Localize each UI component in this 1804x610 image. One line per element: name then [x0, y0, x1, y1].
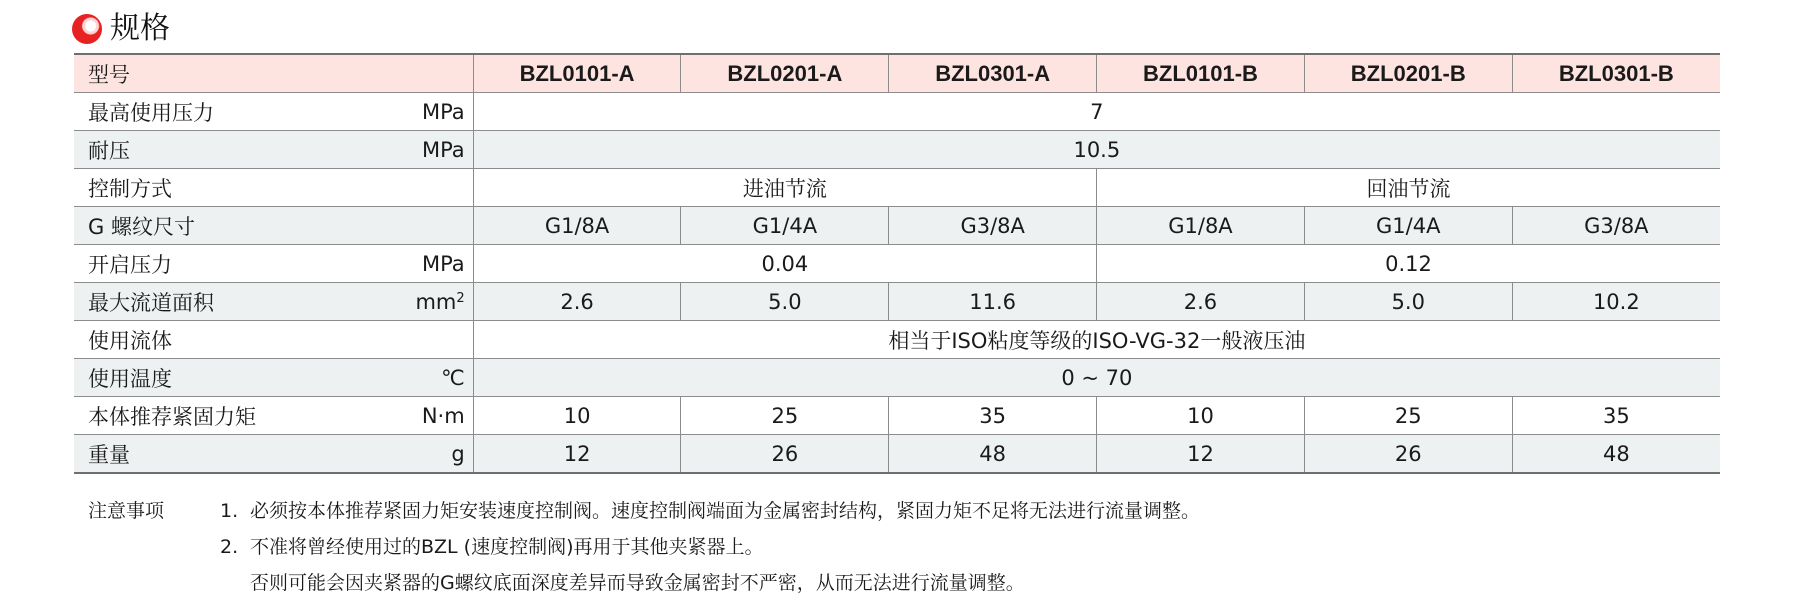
row-unit: MPa — [421, 99, 465, 124]
row-name: 使用流体 — [88, 328, 172, 353]
spec-table — [74, 53, 1720, 474]
row-value: 26 — [681, 435, 889, 474]
row-unit-wrap — [415, 290, 464, 314]
table-row — [74, 321, 1720, 359]
row-value-group-a: 0.04 — [473, 245, 1096, 283]
red-dot-icon — [72, 14, 102, 44]
row-value: 12 — [1097, 435, 1305, 474]
row-value: 11.6 — [889, 283, 1097, 321]
row-value: 2.6 — [1097, 283, 1305, 321]
header-label-cell — [74, 54, 473, 93]
row-value: G3/8A — [889, 207, 1097, 245]
row-value: 10 — [473, 397, 681, 435]
table-row — [74, 93, 1720, 131]
model-header: BZL0301-A — [889, 54, 1097, 93]
row-name: 控制方式 — [88, 176, 172, 201]
model-header: BZL0201-B — [1304, 54, 1512, 93]
row-value: G1/8A — [1097, 207, 1305, 245]
note-number: 2. — [220, 536, 239, 558]
row-name: 开启压力 — [88, 252, 172, 277]
row-unit: N·m — [421, 403, 465, 428]
row-value: 48 — [889, 435, 1097, 474]
table-row — [74, 359, 1720, 397]
note-text: 否则可能会因夹紧器的G螺纹底面深度差异而导致金属密封不严密，从而无法进行流量调整。 — [250, 572, 1025, 594]
row-unit: g — [451, 441, 465, 466]
row-value: 10 — [1097, 397, 1305, 435]
row-unit: ℃ — [441, 365, 465, 390]
row-value: 5.0 — [1304, 283, 1512, 321]
row-value: 10.5 — [473, 131, 1720, 169]
row-value: G1/4A — [1304, 207, 1512, 245]
row-name: 最高使用压力 — [88, 100, 214, 125]
note-number: 1. — [220, 500, 239, 522]
row-value-group-a: 进油节流 — [473, 169, 1096, 207]
row-value: 25 — [681, 397, 889, 435]
table-row — [74, 435, 1720, 474]
row-name: G 螺纹尺寸 — [88, 214, 195, 239]
table-header-row — [74, 54, 1720, 93]
notes-section — [88, 493, 1200, 601]
row-name: 最大流道面积 — [88, 290, 214, 315]
note-text: 必须按本体推荐紧固力矩安装速度控制阀。速度控制阀端面为金属密封结构，紧固力矩不足将无法进行流量调整。 — [250, 500, 1201, 522]
row-value: 25 — [1304, 397, 1512, 435]
row-value: 0 ~ 70 — [473, 359, 1720, 397]
row-value: 相当于ISO粘度等级的ISO-VG-32一般液压油 — [473, 321, 1720, 359]
row-value: 5.0 — [681, 283, 889, 321]
model-header: BZL0101-A — [473, 54, 681, 93]
row-value-group-b: 0.12 — [1097, 245, 1720, 283]
row-value: 12 — [473, 435, 681, 474]
model-header: BZL0101-B — [1097, 54, 1305, 93]
row-value: G1/8A — [473, 207, 681, 245]
row-value: G3/8A — [1512, 207, 1720, 245]
row-value: 10.2 — [1512, 283, 1720, 321]
row-unit: MPa — [421, 137, 465, 162]
table-row — [74, 131, 1720, 169]
row-unit: mm — [415, 289, 457, 314]
row-name: 重量 — [88, 442, 130, 467]
row-value: 35 — [1512, 397, 1720, 435]
row-value: 7 — [473, 93, 1720, 131]
note-continuation — [88, 565, 1200, 601]
row-value: 48 — [1512, 435, 1720, 474]
table-row — [74, 397, 1720, 435]
header-label: 型号 — [88, 62, 130, 87]
table-row — [74, 169, 1720, 207]
table-row — [74, 207, 1720, 245]
row-value: 2.6 — [473, 283, 681, 321]
row-value-group-b: 回油节流 — [1097, 169, 1720, 207]
row-value: 35 — [889, 397, 1097, 435]
model-header: BZL0201-A — [681, 54, 889, 93]
section-header — [72, 6, 170, 52]
table-row — [74, 283, 1720, 321]
section-title: 规格 — [110, 11, 170, 46]
row-value: G1/4A — [681, 207, 889, 245]
note-item — [88, 493, 1200, 529]
notes-label: 注意事项 — [88, 500, 165, 522]
row-name: 本体推荐紧固力矩 — [88, 404, 256, 429]
table-row — [74, 245, 1720, 283]
note-item — [88, 529, 1200, 565]
row-value: 26 — [1304, 435, 1512, 474]
row-unit: MPa — [421, 251, 465, 276]
model-header: BZL0301-B — [1512, 54, 1720, 93]
note-text: 不准将曾经使用过的BZL (速度控制阀)再用于其他夹紧器上。 — [250, 536, 764, 558]
row-name: 耐压 — [88, 138, 130, 163]
row-name: 使用温度 — [88, 366, 172, 391]
row-unit-superscript: 2 — [456, 290, 465, 306]
